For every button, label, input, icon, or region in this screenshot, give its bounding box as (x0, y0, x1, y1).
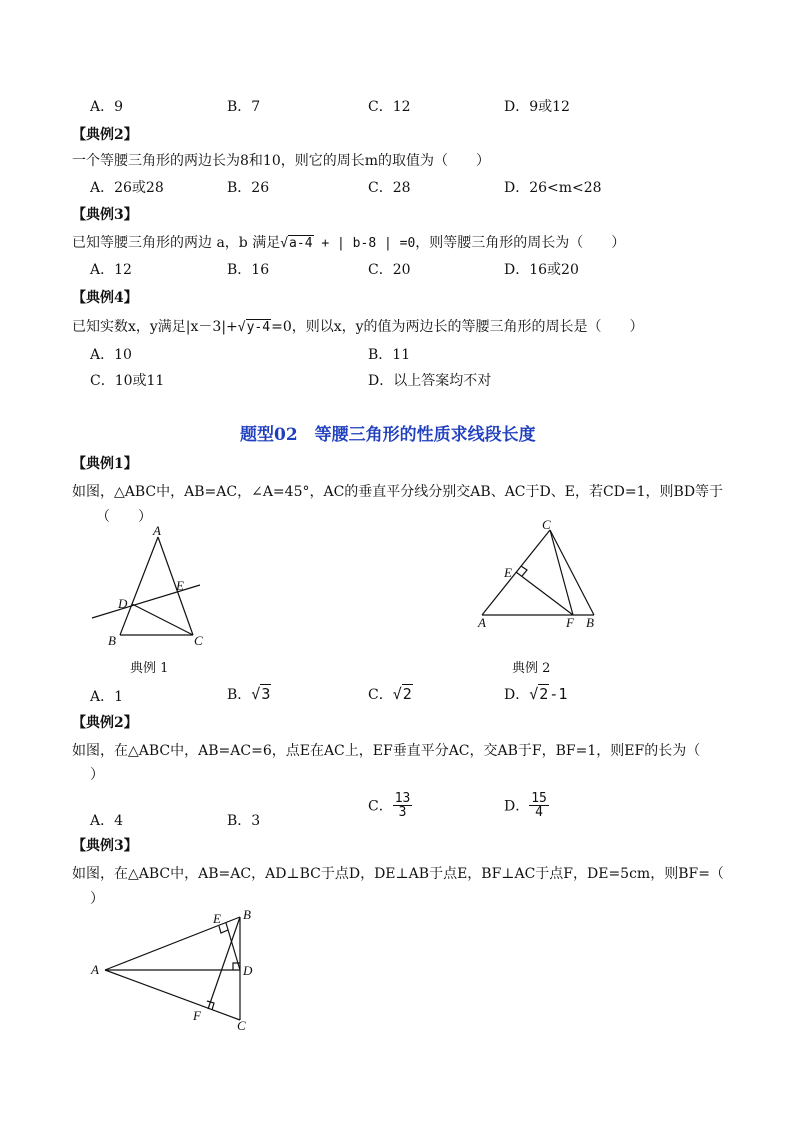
option-c: C．10或11 (90, 373, 165, 389)
point-label-e: E (176, 578, 184, 593)
option-a: A．4 (90, 813, 124, 829)
example-heading: 【典例3】 (72, 838, 138, 854)
sqrt-expression: √a-4 + | b-8 | =0 (280, 236, 416, 251)
question-text: 如图，△ABC中，AB=AC，∠A=45°，AC的垂直平分线分别交AB、AC于D、E，若CD=1，则BD等于 (72, 484, 724, 500)
option-a: A．26或28 (90, 180, 164, 196)
option-b: B．3 (227, 813, 261, 829)
question-text: 如图，在△ABC中，AB=AC=6，点E在AC上，EF垂直平分AC，交AB于F，BF=1，则EF的长为（ (72, 743, 701, 759)
segment-ab (120, 537, 158, 635)
question-post: ，则等腰三角形的周长为（ ） (415, 235, 626, 251)
question-continuation: ） (90, 767, 104, 783)
segment-ac (105, 970, 240, 1020)
example-heading: 【典例4】 (72, 290, 138, 306)
point-label-f: F (566, 615, 574, 630)
point-label-f: F (193, 1008, 201, 1023)
fraction: $\frac{15}{4}$ (531, 791, 547, 820)
question-pre: 已知等腰三角形的两边 a，b 满足 (72, 235, 281, 251)
option-d: D．26<m<28 (504, 180, 602, 196)
sqrt-expression: √y-4 (237, 320, 271, 335)
option-b: B．11 (368, 347, 411, 363)
example-heading: 【典例1】 (72, 456, 138, 472)
question-text: 如图，在△ABC中，AB=AC，AD⊥BC于点D，DE⊥AB于点E，BF⊥AC于点F，DE=5cm，则BF=（ (72, 866, 724, 882)
figure-caption: 典例 2 (512, 661, 551, 676)
option-d: D．9或12 (504, 99, 570, 115)
option-a: A．12 (90, 262, 132, 278)
option-c: C． $\frac{13}{3}$ (368, 791, 411, 820)
option-a: A．9 (90, 99, 124, 115)
section-title: 题型02 等腰三角形的性质求线段长度 (240, 425, 536, 445)
question-continuation: （ ） (96, 509, 152, 525)
right-angle-mark (521, 566, 527, 576)
option-b: B．16 (227, 262, 270, 278)
option-b: B．7 (227, 99, 261, 115)
point-label-e: E (504, 565, 512, 580)
option-d: D．16或20 (504, 262, 579, 278)
question-pre: 已知实数x，y满足|x－3|+ (72, 319, 238, 335)
point-label-c: C (194, 633, 203, 648)
example-heading: 【典例2】 (72, 715, 138, 731)
point-label-d: D (243, 963, 253, 978)
option-d: D．√2-1 (504, 685, 568, 703)
option-c: C．12 (368, 99, 411, 115)
option-c: C．20 (368, 262, 411, 278)
figure-1 (80, 520, 220, 655)
example-heading: 【典例2】 (72, 127, 138, 143)
example-heading: 【典例3】 (72, 207, 138, 223)
option-d: D． $\frac{15}{4}$ (504, 791, 547, 820)
point-label-c: C (237, 1018, 246, 1033)
point-label-a: A (91, 962, 99, 977)
point-label-e: E (213, 911, 221, 926)
option-c: C．28 (368, 180, 411, 196)
question-text (72, 232, 625, 252)
question-text: 一个等腰三角形的两边长为8和10，则它的周长m的取值为（ ） (72, 153, 490, 169)
point-label-a: A (478, 615, 486, 630)
question-post: =0，则以x，y的值为两边长的等腰三角形的周长是（ ） (271, 319, 644, 335)
figure-2 (470, 515, 610, 630)
point-label-b: B (586, 615, 594, 630)
point-label-d: D (118, 596, 128, 611)
option-b: B．26 (227, 180, 270, 196)
point-label-b: B (243, 907, 251, 922)
point-label-a: A (153, 523, 161, 538)
figure-3 (85, 905, 270, 1035)
point-label-b: B (108, 633, 116, 648)
figure-caption: 典例 1 (130, 661, 169, 676)
option-b: B．√3 (227, 685, 271, 703)
segment-ef (516, 572, 573, 615)
question-continuation: ） (90, 891, 104, 907)
option-a: A．1 (90, 689, 124, 705)
point-label-c: C (542, 517, 551, 532)
fraction: $\frac{13}{3}$ (394, 791, 411, 820)
option-d: D．以上答案均不对 (368, 373, 492, 389)
option-a: A．10 (90, 347, 132, 363)
question-text (72, 316, 644, 336)
option-c: C．√2 (368, 685, 412, 703)
segment-cf (550, 530, 573, 615)
